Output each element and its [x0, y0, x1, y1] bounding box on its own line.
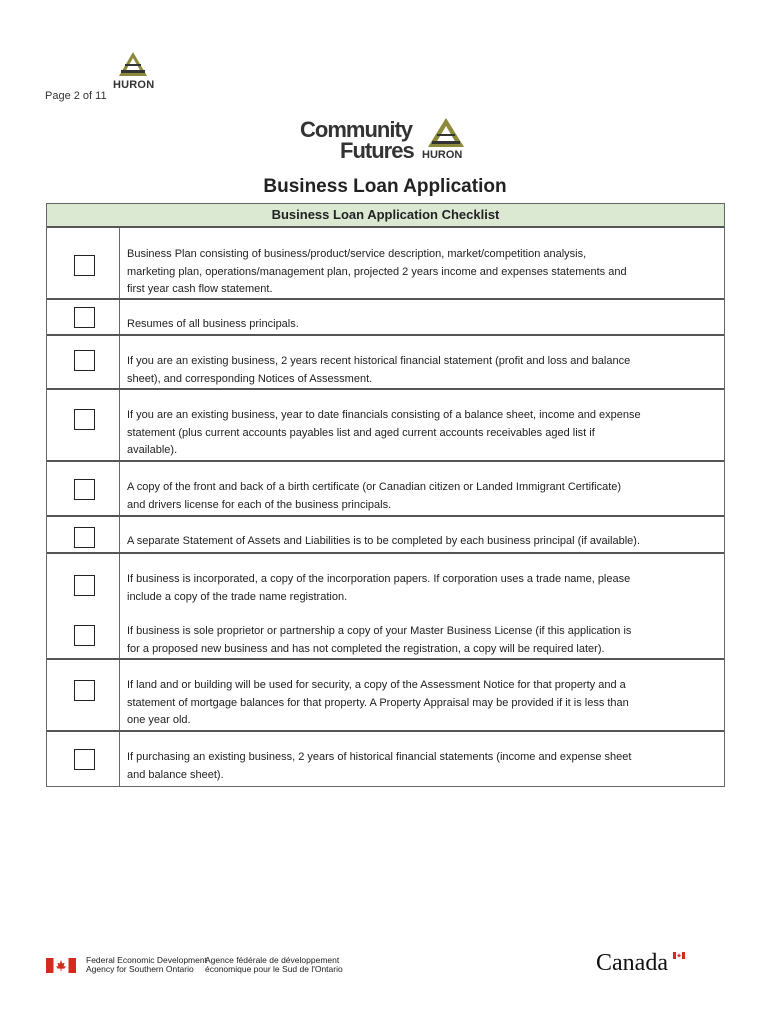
huron-small-logo: [113, 50, 159, 94]
row-text: [120, 228, 724, 298]
row-text-line: one year old.: [127, 714, 191, 726]
checkbox[interactable]: [74, 575, 95, 596]
canada-flag-icon: [46, 958, 76, 973]
canada-wordmark: [596, 950, 668, 977]
checklist-heading: Business Loan Application Checklist: [47, 204, 724, 228]
checklist-row: [47, 336, 724, 390]
logo-line-community: Community: [300, 117, 412, 142]
fedev-en-line1: Federal Economic Development: [86, 955, 207, 965]
checklist-row: [47, 660, 724, 732]
row-text-line: If purchasing an existing business, 2 years of historical financial statements (income and expense sheet: [127, 751, 632, 763]
row-text: [120, 390, 724, 460]
checklist-table: [46, 203, 725, 787]
checklist-row: [47, 228, 724, 300]
logo-line-futures: Futures: [340, 138, 414, 163]
checklist-row: [47, 517, 724, 554]
row-text: [120, 554, 724, 658]
checkbox[interactable]: [74, 350, 95, 371]
checkbox[interactable]: [74, 307, 95, 328]
row-text-line: sheet), and corresponding Notices of Assessment.: [127, 372, 373, 385]
row-text-line: statement of mortgage balances for that property. A Property Appraisal may be provided if it is less than: [127, 696, 629, 709]
page-number: Page 2 of 11: [45, 90, 107, 102]
checkbox[interactable]: [74, 479, 95, 500]
checklist-row: [47, 732, 724, 786]
row-text-line: available).: [127, 444, 178, 456]
row-text: [120, 300, 724, 334]
row-text-line: If you are an existing business, 2 years recent historical financial statement (profit and loss and balance: [127, 355, 631, 367]
row-text-line: and drivers license for each of the business principals.: [127, 498, 392, 511]
row-text-line: and balance sheet).: [127, 768, 224, 781]
checkbox[interactable]: [74, 680, 95, 701]
row-text-line: for a proposed new business and has not completed the registration, a copy will be required later).: [127, 642, 605, 655]
row-text: [120, 336, 724, 388]
checkbox[interactable]: [74, 409, 95, 430]
checkbox[interactable]: [74, 527, 95, 548]
row-text: [120, 517, 724, 552]
checkbox[interactable]: [74, 625, 95, 646]
small-logo-text: HURON: [113, 79, 155, 91]
checkbox[interactable]: [74, 749, 95, 770]
row-text-line: If land and or building will be used for security, a copy of the Assessment Notice for that property and a: [127, 679, 626, 691]
row-text: [120, 660, 724, 730]
checklist-row: [47, 554, 724, 660]
fedev-fr-line1: Agence fédérale de développement: [205, 955, 340, 965]
canada-wordmark-text: Canada: [596, 950, 668, 976]
row-text-line: marketing plan, operations/management plan, projected 2 years income and expenses statements and: [127, 265, 627, 278]
checkbox[interactable]: [74, 255, 95, 276]
row-text: [120, 732, 724, 786]
fedev-signature: [46, 956, 346, 976]
row-text-line: first year cash flow statement.: [127, 283, 273, 295]
document-title: Business Loan Application: [263, 176, 507, 197]
row-text-line: statement (plus current accounts payables list and aged current accounts receivables aged list if: [127, 426, 595, 439]
community-futures-logo: [300, 117, 470, 165]
row-text-line: If business is incorporated, a copy of the incorporation papers. If corporation uses a trade name, please: [127, 573, 631, 585]
row-text-line: Resumes of all business principals.: [127, 318, 299, 330]
row-text-line: If business is sole proprietor or partnership a copy of your Master Business License (if this application is: [127, 625, 632, 637]
row-text: [120, 462, 724, 515]
triangle-logo-icon: [424, 117, 468, 149]
fedev-en-line2: Agency for Southern Ontario: [86, 964, 194, 974]
row-text-line: Business Plan consisting of business/product/service description, market/competition analysis,: [127, 248, 587, 260]
fedev-fr-line2: économique pour le Sud de l'Ontario: [205, 964, 343, 974]
row-text-line: If you are an existing business, year to date financials consisting of a balance sheet, income and expense: [127, 409, 641, 421]
canada-wordmark-flag-icon: [673, 952, 685, 959]
triangle-logo-icon: [113, 50, 153, 80]
row-text-line: A separate Statement of Assets and Liabilities is to be completed by each business principal (if available).: [127, 535, 641, 547]
row-text-line: include a copy of the trade name registration.: [127, 590, 348, 603]
logo-region-huron: HURON: [422, 149, 463, 161]
checklist-row: [47, 300, 724, 336]
checklist-row: [47, 390, 724, 462]
row-text-line: A copy of the front and back of a birth certificate (or Canadian citizen or Landed Immigrant Certificate): [127, 481, 622, 493]
checklist-row: [47, 462, 724, 517]
